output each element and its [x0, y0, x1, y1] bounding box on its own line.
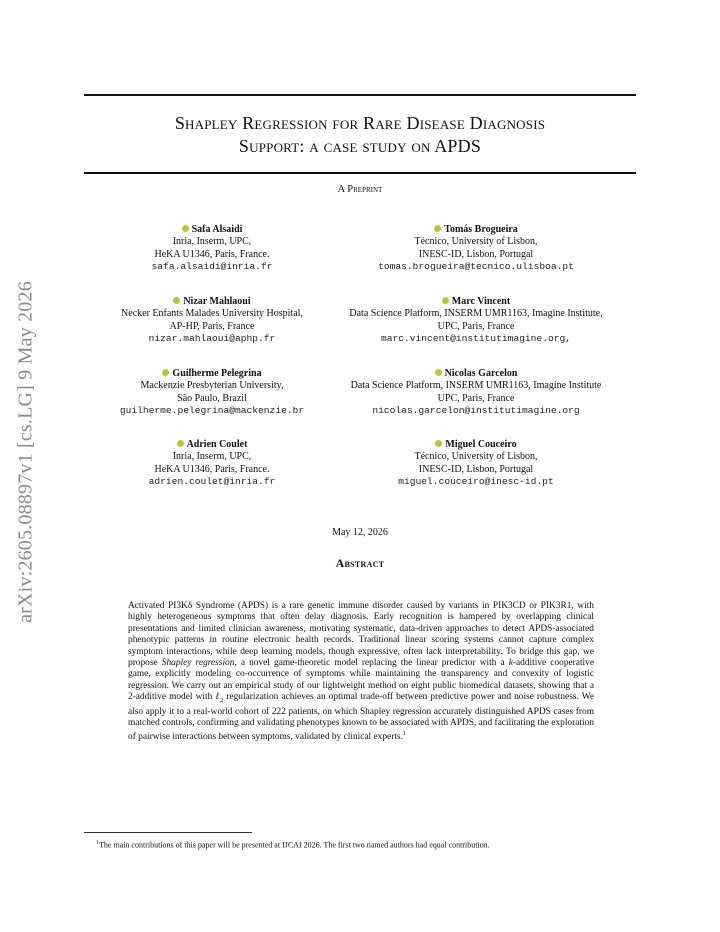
author-email[interactable]: safa.alsaidi@inria.fr: [151, 261, 273, 273]
author-name: Adrien Coulet: [186, 439, 248, 450]
abstract-emphasis: Shapley regression: [161, 658, 235, 669]
abstract-math-sub: 2: [219, 697, 224, 705]
abstract-math: ℓ: [215, 692, 220, 703]
author-affiliation: INESC-ID, Lisbon, Portugal: [418, 463, 534, 475]
orcid-icon[interactable]: [173, 297, 180, 304]
orcid-icon[interactable]: [162, 369, 169, 376]
author-affiliation: HeKA U1346, Paris, France.: [154, 248, 270, 260]
abstract-math: k: [508, 658, 513, 669]
author-card: [82, 368, 342, 418]
author-affiliation: INESC-ID, Lisbon, Portugal: [418, 248, 534, 260]
author-card: [82, 296, 342, 346]
author-affiliation: Técnico, University of Lisbon,: [414, 451, 538, 463]
orcid-icon[interactable]: [435, 440, 442, 447]
author-affiliation: Data Science Platform, INSERM UMR1163, Imagine Institute: [350, 380, 602, 392]
publication-date: May 12, 2026: [332, 527, 388, 538]
abstract-text: Activated PI3Kδ Syndrome (APDS) is a rare genetic immune disorder caused by variants in PIK3CD or PIK3R1, with highly heterogeneous symptoms that often delay diagnosis. Early recognition is hampered by overlapping clinical presentations and limited clinician awareness, motivating systematic, data-driven approaches to detect APDS-associated phenotypic patterns in routine electronic health records. Traditional linear scoring systems cannot capture complex symptom interactions, while deep learning models, though expressive, often lack interpretability. To bridge this gap, we propose: [128, 601, 594, 669]
preprint-label: A Preprint: [337, 184, 383, 195]
author-affiliation: Mackenzie Presbyterian University,: [140, 380, 284, 392]
author-affiliation: Técnico, University of Lisbon,: [414, 236, 538, 248]
author-email[interactable]: guilherme.pelegrina@mackenzie.br: [119, 405, 305, 417]
footnote-number: 1: [96, 840, 99, 846]
author-name: Nizar Mahlaoui: [183, 296, 251, 307]
author-card: [318, 296, 634, 346]
title-line-1: Shapley Regression for Rare Disease Diagnosis: [174, 113, 546, 133]
author-affiliation: HeKA U1346, Paris, France.: [154, 463, 270, 475]
footnote-mark[interactable]: 1: [402, 731, 406, 738]
paper-title: [84, 112, 636, 158]
orcid-icon[interactable]: [442, 297, 449, 304]
author-name: Marc Vincent: [451, 296, 511, 307]
author-card: [318, 439, 634, 489]
title-line-2: Support: a case study on APDS: [238, 136, 482, 156]
author-email[interactable]: tomas.brogueira@tecnico.ulisboa.pt: [378, 261, 574, 273]
author-card: [82, 224, 342, 274]
abstract-body: [128, 601, 594, 744]
arxiv-sidebar-stamp: [6, 262, 46, 642]
author-email[interactable]: nizar.mahlaoui@aphp.fr: [148, 333, 276, 345]
author-name: Safa Alsaidi: [191, 224, 243, 235]
author-card: [318, 224, 634, 274]
author-affiliation: Inria, Inserm, UPC,: [172, 451, 252, 463]
abstract-text: , a novel game-theoretic model replacing the linear predictor with a: [234, 658, 505, 669]
abstract-heading: Abstract: [335, 556, 385, 570]
orcid-icon[interactable]: [182, 225, 189, 232]
orcid-icon[interactable]: [434, 225, 441, 232]
author-affiliation: UPC, Paris, France: [437, 320, 515, 332]
author-affiliation: Necker Enfants Malades University Hospital,: [121, 308, 303, 320]
footnote: [84, 838, 656, 851]
orcid-icon[interactable]: [177, 440, 184, 447]
author-name: Miguel Couceiro: [445, 439, 517, 450]
author-affiliation: Data Science Platform, INSERM UMR1163, Imagine Institute,: [349, 308, 603, 320]
title-bottom-rule: [84, 172, 636, 174]
author-email[interactable]: marc.vincent@institutimagine.org,: [381, 333, 571, 345]
author-email[interactable]: miguel.couceiro@inesc-id.pt: [398, 476, 554, 488]
arxiv-identifier: arXiv:2605.08897v1 [cs.LG] 9 May 2026: [14, 281, 37, 623]
author-affiliation: São Paulo, Brazil: [177, 392, 247, 404]
author-email[interactable]: adrien.coulet@inria.fr: [148, 476, 276, 488]
author-name: Guilherme Pelegrina: [172, 368, 262, 379]
abstract-text: regularization achieves an optimal trade-off between predictive power and noise robustness. We also apply it to a real-world cohort of 222 patients, on which Shapley regression accurately distinguished APDS cases from matched controls, confirming and validating phenotypes known to be associated with APDS, and facilitating the exploration of pairwise interactions between symptoms, validated by clinical experts.: [128, 692, 595, 743]
author-card: [82, 439, 342, 489]
author-name: Tomás Brogueira: [444, 224, 518, 235]
author-affiliation: UPC, Paris, France: [437, 392, 515, 404]
orcid-icon[interactable]: [435, 369, 442, 376]
author-card: [318, 368, 634, 418]
footnote-rule: [84, 832, 252, 833]
author-email[interactable]: nicolas.garcelon@institutimagine.org: [372, 405, 580, 417]
author-affiliation: Inria, Inserm, UPC,: [172, 236, 252, 248]
title-top-rule: [84, 94, 636, 96]
abstract-text: -additive cooperative game, explicitly modeling co-occurrence of symptoms while maintaining the transparency and convexity of logistic regression. We carry out an empirical study of our lightweight method on eight public biomedical datasets, showing that a 2-additive model with: [128, 658, 595, 703]
author-affiliation: AP-HP, Paris, France: [169, 320, 255, 332]
footnote-text: The main contributions of this paper will be presented at IJCAI 2026. The first two named authors had equal contribution.: [99, 840, 490, 850]
author-name: Nicolas Garcelon: [444, 368, 518, 379]
